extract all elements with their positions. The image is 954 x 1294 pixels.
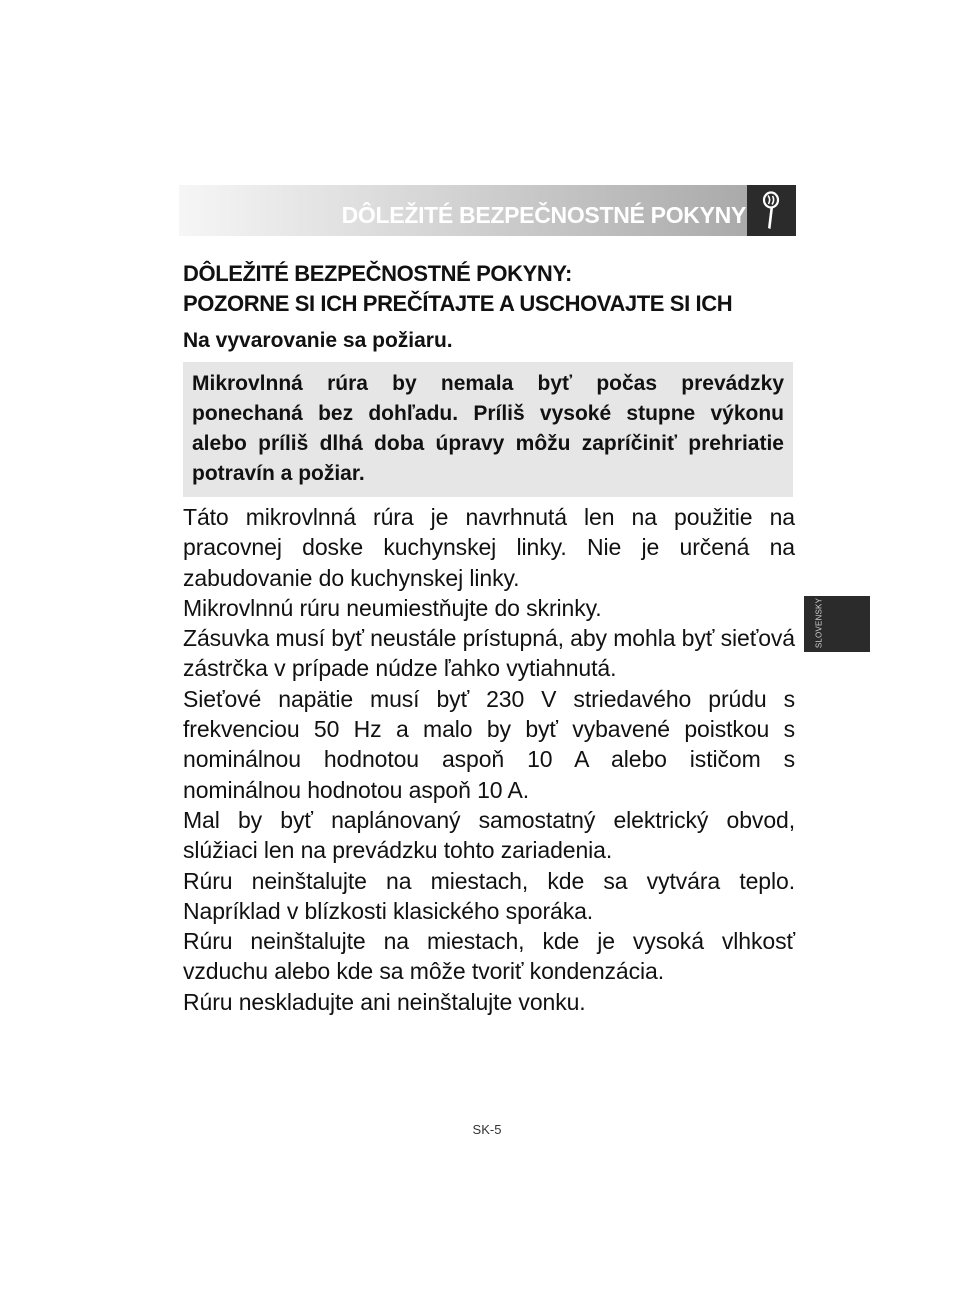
warning-box <box>183 362 793 497</box>
document-heading <box>183 259 803 319</box>
paragraph: Táto mikrovlnná rúra je navrhnutá len na použitie na pracovnej doske kuchynskej linky. Nie je určená na zabudovanie do kuchynskej linky. <box>183 504 795 591</box>
paragraph: Zásuvka musí byť neustále prístupná, aby mohla byť sieťová zástrčka v prípade núdze ľahko vytiahnutá. <box>183 625 795 682</box>
section-icon-box <box>747 185 796 236</box>
paragraph: Mal by byť naplánovaný samostatný elektrický obvod, slúžiaci len na prevádzku tohto zariadenia. <box>183 806 795 864</box>
warning-text: Mikrovlnná rúra by nemala byť počas prevádzky ponechaná bez dohľadu. Príliš vysoké stupne výkonu alebo príliš dlhá doba úpravy môžu zapríčiniť prehriatie potravín a požiar. <box>192 372 784 485</box>
language-tab-label: SLOVENSKY <box>814 597 824 649</box>
heading-line-1: DÔLEŽITÉ BEZPEČNOSTNÉ POKYNY: <box>183 261 572 286</box>
paragraph: Rúru neskladujte ani neinštalujte vonku. <box>183 988 586 1015</box>
paragraph: Mikrovlnnú rúru neumiestňujte do skrinky. <box>183 594 602 621</box>
safety-icon <box>759 191 783 231</box>
paragraph: Rúru neinštalujte na miestach, kde je vysoká vlhkosť vzduchu alebo kde sa môže tvoriť kondenzácia. <box>183 928 795 985</box>
paragraph: Rúru neinštalujte na miestach, kde sa vytvára teplo. Napríklad v blízkosti klasického sporáka. <box>183 867 795 924</box>
section-title: DÔLEŽITÉ BEZPEČNOSTNÉ POKYNY <box>341 202 746 228</box>
page-number: SK-5 <box>472 1122 502 1137</box>
fire-prevention-subheading: Na vyvarovanie sa požiaru. <box>183 329 453 352</box>
body-text <box>183 502 795 1017</box>
language-tab <box>804 596 870 652</box>
heading-line-2: POZORNE SI ICH PREČÍTAJTE A USCHOVAJTE SI ICH <box>183 291 733 316</box>
section-banner <box>179 185 796 236</box>
paragraph: Sieťové napätie musí byť 230 V striedavého prúdu s frekvenciou 50 Hz a malo by byť vybavené poistkou s nominálnou hodnotou aspoň 10 A alebo ističom s nominálnou hodnotou aspoň 10 A. <box>183 685 795 803</box>
